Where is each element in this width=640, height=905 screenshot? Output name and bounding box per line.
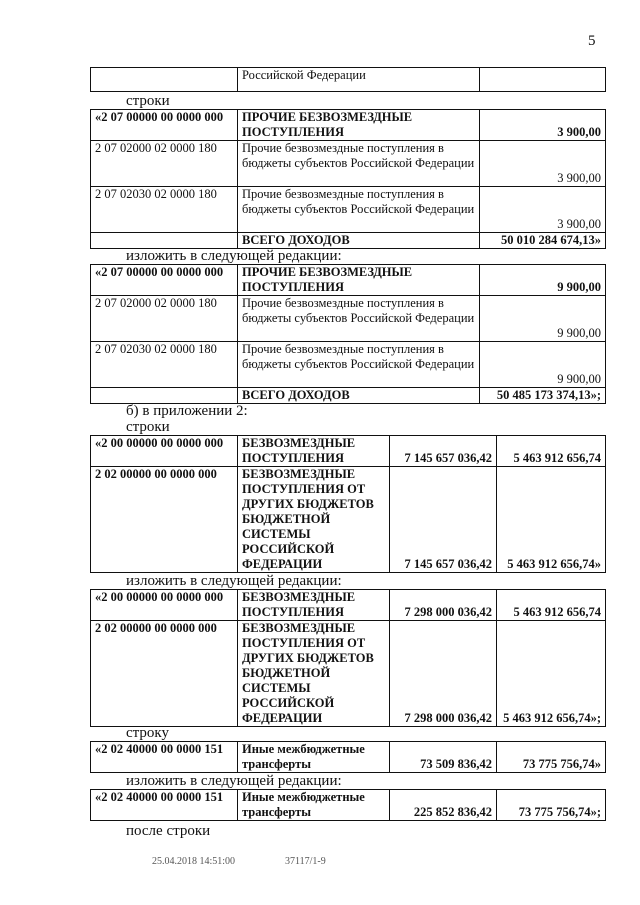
page-number: 5 [588,33,596,49]
footer-doc-id: 37117/1-9 [285,856,326,867]
label-new-edition-1: изложить в следующей редакции: [126,248,342,264]
name-cell: БЕЗВОЗМЕЗДНЫЕ ПОСТУПЛЕНИЯ ОТ ДРУГИХ БЮДЖЕТОВ БЮДЖЕТНОЙ СИСТЕМЫ РОССИЙСКОЙ ФЕДЕРАЦИИ [238,467,390,573]
code-cell [91,388,238,404]
name-cell: Российской Федерации [238,68,480,92]
name-cell: БЕЗВОЗМЕЗДНЫЕ ПОСТУПЛЕНИЯ [238,590,390,621]
table-row [91,110,606,141]
amount-cell: 7 298 000 036,42 [390,590,497,621]
label-new-edition-3: изложить в следующей редакции: [126,773,342,789]
name-cell: Прочие безвозмездные поступления в бюджеты субъектов Российской Федерации [238,342,480,388]
name-cell: Иные межбюджетные трансферты [238,790,390,821]
amount-cell: 5 463 912 656,74 [497,590,606,621]
amount-cell: 225 852 836,42 [390,790,497,821]
label-new-edition-2: изложить в следующей редакции: [126,573,342,589]
table-row [91,621,606,727]
table-top-continuation [90,67,606,92]
name-cell: Иные межбюджетные трансферты [238,742,390,773]
table-row [91,590,606,621]
code-cell: «2 02 40000 00 0000 151 [91,742,238,773]
code-cell: «2 07 00000 00 0000 000 [91,110,238,141]
code-cell: «2 07 00000 00 0000 000 [91,265,238,296]
table-section2-new [90,589,606,727]
table-section3-new [90,789,606,821]
amount-cell: 5 463 912 656,74» [497,467,606,573]
table-row [91,233,606,249]
code-cell: 2 07 02000 02 0000 180 [91,141,238,187]
label-rows-2: строки [126,419,170,435]
name-cell: Прочие безвозмездные поступления в бюджеты субъектов Российской Федерации [238,187,480,233]
name-cell: ВСЕГО ДОХОДОВ [238,388,480,404]
amount-cell: 3 900,00 [480,141,606,187]
table-row [91,187,606,233]
name-cell: БЕЗВОЗМЕЗДНЫЕ ПОСТУПЛЕНИЯ [238,436,390,467]
total-amount-cell: 50 485 173 374,13»; [480,388,606,404]
code-cell: «2 00 00000 00 0000 000 [91,590,238,621]
label-rows-1: строки [126,93,170,109]
table-row [91,790,606,821]
amount-cell: 5 463 912 656,74 [497,436,606,467]
table-section1-new [90,264,606,404]
table-row [91,265,606,296]
table-row [91,68,606,92]
label-after-row: после строки [126,823,211,839]
total-amount-cell: 50 010 284 674,13» [480,233,606,249]
name-cell: БЕЗВОЗМЕЗДНЫЕ ПОСТУПЛЕНИЯ ОТ ДРУГИХ БЮДЖЕТОВ БЮДЖЕТНОЙ СИСТЕМЫ РОССИЙСКОЙ ФЕДЕРАЦИИ [238,621,390,727]
footer-datetime: 25.04.2018 14:51:00 [152,856,236,867]
name-cell: ПРОЧИЕ БЕЗВОЗМЕЗДНЫЕ ПОСТУПЛЕНИЯ [238,110,480,141]
code-cell: 2 07 02030 02 0000 180 [91,187,238,233]
table-row [91,467,606,573]
amount-cell: 7 145 657 036,42 [390,467,497,573]
code-cell: 2 02 00000 00 0000 000 [91,621,238,727]
amount-cell: 73 775 756,74»; [497,790,606,821]
amount-cell: 5 463 912 656,74»; [497,621,606,727]
table-row [91,436,606,467]
table-row [91,296,606,342]
code-cell: «2 00 00000 00 0000 000 [91,436,238,467]
table-section2-old [90,435,606,573]
code-cell: «2 02 40000 00 0000 151 [91,790,238,821]
name-cell: ПРОЧИЕ БЕЗВОЗМЕЗДНЫЕ ПОСТУПЛЕНИЯ [238,265,480,296]
amount-cell: 73 509 836,42 [390,742,497,773]
amount-cell: 9 900,00 [480,342,606,388]
name-cell: Прочие безвозмездные поступления в бюджеты субъектов Российской Федерации [238,296,480,342]
name-cell: Прочие безвозмездные поступления в бюджеты субъектов Российской Федерации [238,141,480,187]
name-cell: ВСЕГО ДОХОДОВ [238,233,480,249]
amount-cell: 9 900,00 [480,265,606,296]
code-cell [91,68,238,92]
section2-heading: б) в приложении 2: [126,403,248,419]
amount-cell: 7 145 657 036,42 [390,436,497,467]
amount-cell: 73 775 756,74» [497,742,606,773]
table-row [91,742,606,773]
amount-cell: 7 298 000 036,42 [390,621,497,727]
amount-cell [480,68,606,92]
label-row-3: строку [126,725,169,741]
table-section1-old [90,109,606,249]
code-cell [91,233,238,249]
amount-cell: 9 900,00 [480,296,606,342]
code-cell: 2 02 00000 00 0000 000 [91,467,238,573]
code-cell: 2 07 02030 02 0000 180 [91,342,238,388]
table-row [91,388,606,404]
table-section3-old [90,741,606,773]
code-cell: 2 07 02000 02 0000 180 [91,296,238,342]
amount-cell: 3 900,00 [480,187,606,233]
amount-cell: 3 900,00 [480,110,606,141]
table-row [91,342,606,388]
table-row [91,141,606,187]
